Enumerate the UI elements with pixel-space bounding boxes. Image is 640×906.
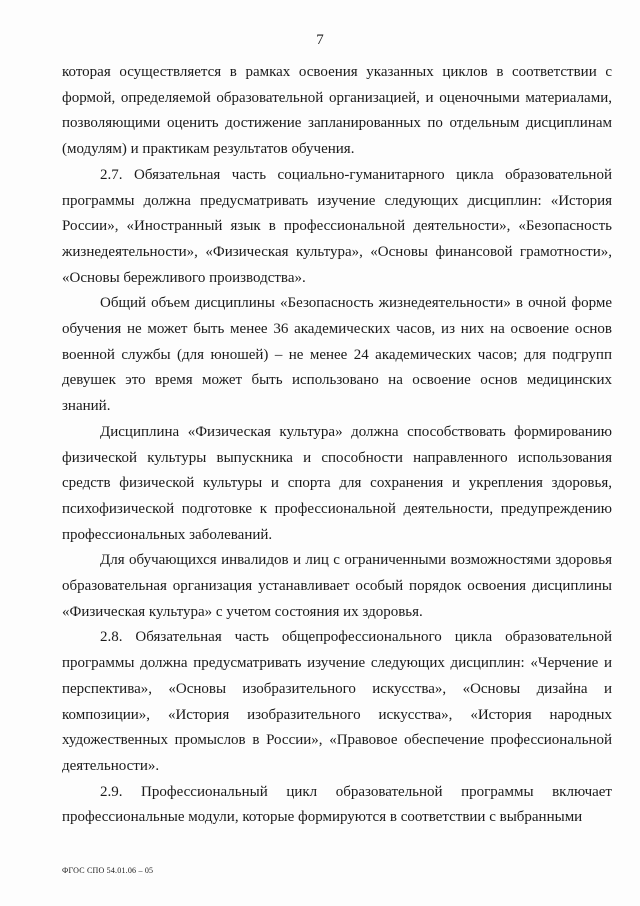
paragraph-2-9: 2.9. Профессиональный цикл образовательной программы включает профессиональные модули, которые формируются в соответствии с выбранными	[62, 783, 612, 826]
page-number: 7	[316, 32, 324, 48]
paragraph-physical-culture: Дисциплина «Физическая культура» должна способствовать формированию физической культуры выпускника и способности направленного использования средств физической культуры и спорта для сохранения и укрепления здоровья, психофизической подготовке к профессиональной деятельности, предупреждению профессиональных заболеваний.	[62, 423, 612, 543]
body-text	[62, 60, 612, 831]
document-footer: ФГОС СПО 54.01.06 – 05	[62, 866, 154, 875]
paragraph-2-8: 2.8. Обязательная часть общепрофессионального цикла образовательной программы должна предусматривать изучение следующих дисциплин: «Черчение и перспектива», «Основы изобразительного искусства», «Основы дизайна и композиции», «История изобразительного искусства», «История народных художественных промыслов в России», «Правовое обеспечение профессиональной деятельности».	[62, 629, 612, 774]
paragraph-2-7: 2.7. Обязательная часть социально-гуманитарного цикла образовательной программы должна предусматривать изучение следующих дисциплин: «История России», «Иностранный язык в профессиональной деятельности», «Безопасность жизнедеятельности», «Физическая культура», «Основы финансовой грамотности», «Основы бережливого производства».	[62, 166, 612, 286]
paragraph-continuation: которая осуществляется в рамках освоения указанных циклов в соответствии с формой, определяемой образовательной организацией, и оценочными материалами, позволяющими оценить достижение запланированных по отдельным дисциплинам (модулям) и практикам результатов обучения.	[62, 64, 612, 158]
paragraph-bzh-volume: Общий объем дисциплины «Безопасность жизнедеятельности» в очной форме обучения не может быть менее 36 академических часов, из них на освоение основ военной службы (для юношей) – не менее 24 академических часов; для подгрупп девушек это время может быть использовано на освоение основ медицинских знаний.	[62, 295, 612, 415]
paragraph-disabled-students: Для обучающихся инвалидов и лиц с ограниченными возможностями здоровья образовательная организация устанавливает особый порядок освоения дисциплины «Физическая культура» с учетом состояния их здоровья.	[62, 552, 612, 620]
